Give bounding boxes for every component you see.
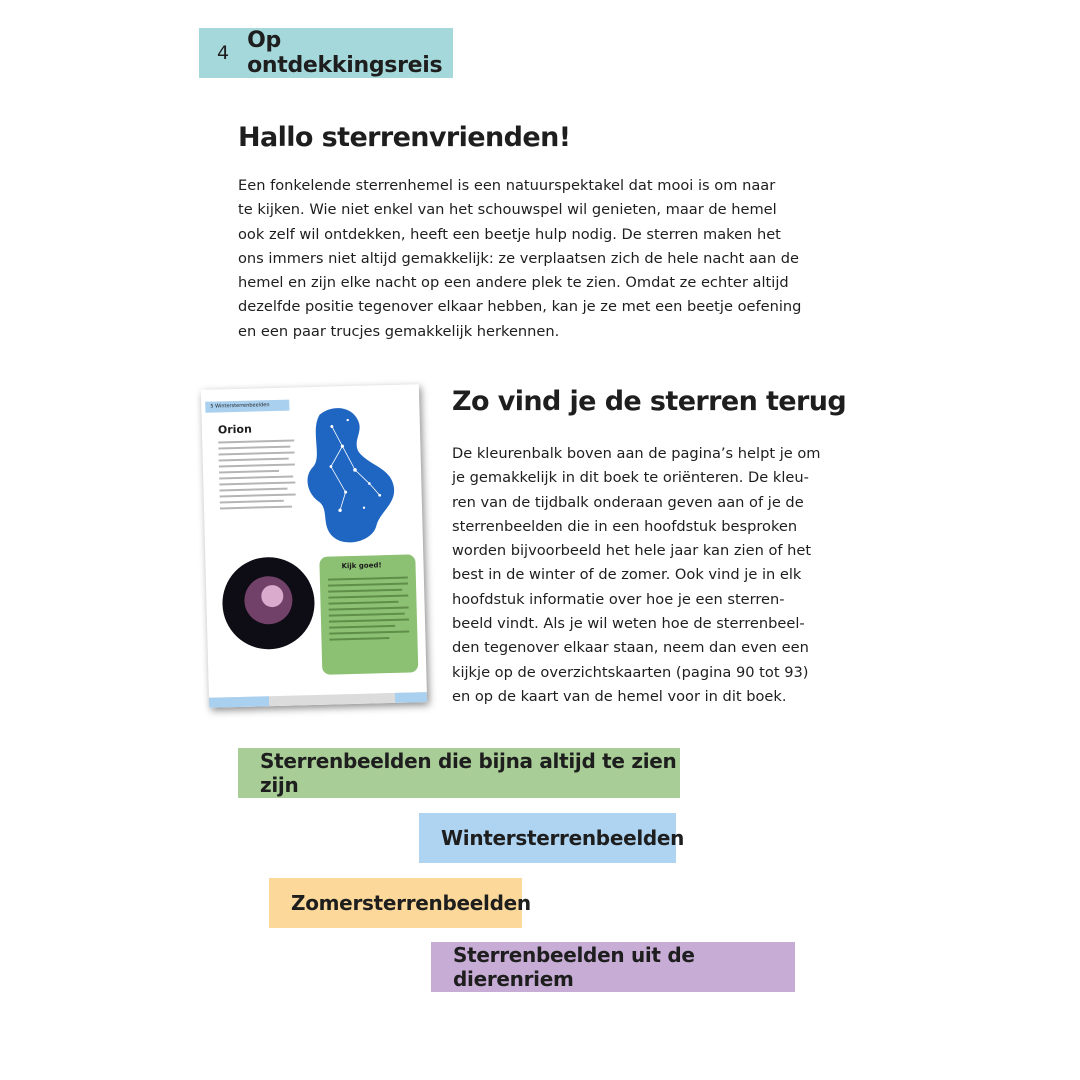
category-bar-summer: Zomersterrenbeelden (269, 878, 522, 928)
instructions-line: je gemakkelijk in dit boek te oriënteren. De kleu- (452, 469, 809, 487)
intro-line: Een fonkelende sterrenhemel is een natuurspektakel dat mooi is om naar (238, 177, 776, 194)
intro-paragraph (238, 174, 838, 344)
instructions-line: ren van de tijdbalk onderaan geven aan of je de (452, 493, 804, 511)
instructions-line: hoofdstuk informatie over hoe je een sterren- (452, 590, 785, 608)
chapter-title: Op ontdekkingsreis (247, 28, 443, 78)
kijk-goed-text-lines (328, 577, 410, 645)
page-number: 4 (217, 42, 230, 64)
section-heading-zo-vind: Zo vind je de sterren terug (452, 386, 847, 417)
intro-line: ons immers niet altijd gemakkelijk: ze verplaatsen zich de hele nacht aan de (238, 249, 799, 267)
instructions-line: worden bijvoorbeeld het hele jaar kan zien of het (452, 542, 812, 560)
chapter-header (199, 28, 453, 78)
instructions-line: beeld vindt. Als je wil weten hoe de sterrenbeel- (452, 615, 805, 633)
instructions-line: best in de winter of de zomer. Ook vind je in elk (452, 566, 802, 584)
instructions-line: den tegenover elkaar staan, neem dan even een (452, 639, 809, 657)
intro-line: te kijken. Wie niet enkel van het schouwspel wil genieten, maar de hemel (238, 201, 777, 219)
constellation-map (306, 407, 396, 544)
thumbnail-tab: 5 Wintersterrenbeelden (205, 400, 289, 413)
instructions-line: sterrenbeelden die in een hoofdstuk besproken (452, 517, 798, 535)
thumbnail-title: Orion (217, 422, 253, 437)
category-bar-winter: Wintersterrenbeelden (419, 813, 676, 863)
kijk-goed-box (319, 554, 418, 674)
kijk-goed-title: Kijk goed! (341, 561, 382, 571)
instructions-line: kijkje op de overzichtskaarten (pagina 90 tot 93) (452, 663, 809, 681)
intro-line: ook zelf wil ontdekken, heeft een beetje hulp nodig. De sterren maken het (238, 225, 781, 243)
timeline-highlight (395, 692, 427, 703)
page-thumbnail-orion (201, 384, 427, 708)
instructions-line: en op de kaart van de hemel voor in dit boek. (452, 687, 787, 705)
instructions-line: De kleurenbalk boven aan de pagina’s helpt je om (452, 445, 821, 462)
section-heading-hallo: Hallo sterrenvrienden! (238, 122, 571, 153)
intro-line: en een paar trucjes gemakkelijk herkennen. (238, 322, 560, 340)
category-bar-zodiac: Sterrenbeelden uit de dierenriem (431, 942, 795, 992)
category-bar-always-visible: Sterrenbeelden die bijna altijd te zien zijn (238, 748, 680, 798)
instructions-paragraph (452, 442, 852, 709)
intro-line: dezelfde positie tegenover elkaar hebben, kan je ze met een beetje oefening (238, 298, 802, 316)
timeline-highlight (209, 696, 269, 708)
intro-line: hemel en zijn elke nacht op een andere plek te zien. Omdat ze echter altijd (238, 274, 789, 292)
